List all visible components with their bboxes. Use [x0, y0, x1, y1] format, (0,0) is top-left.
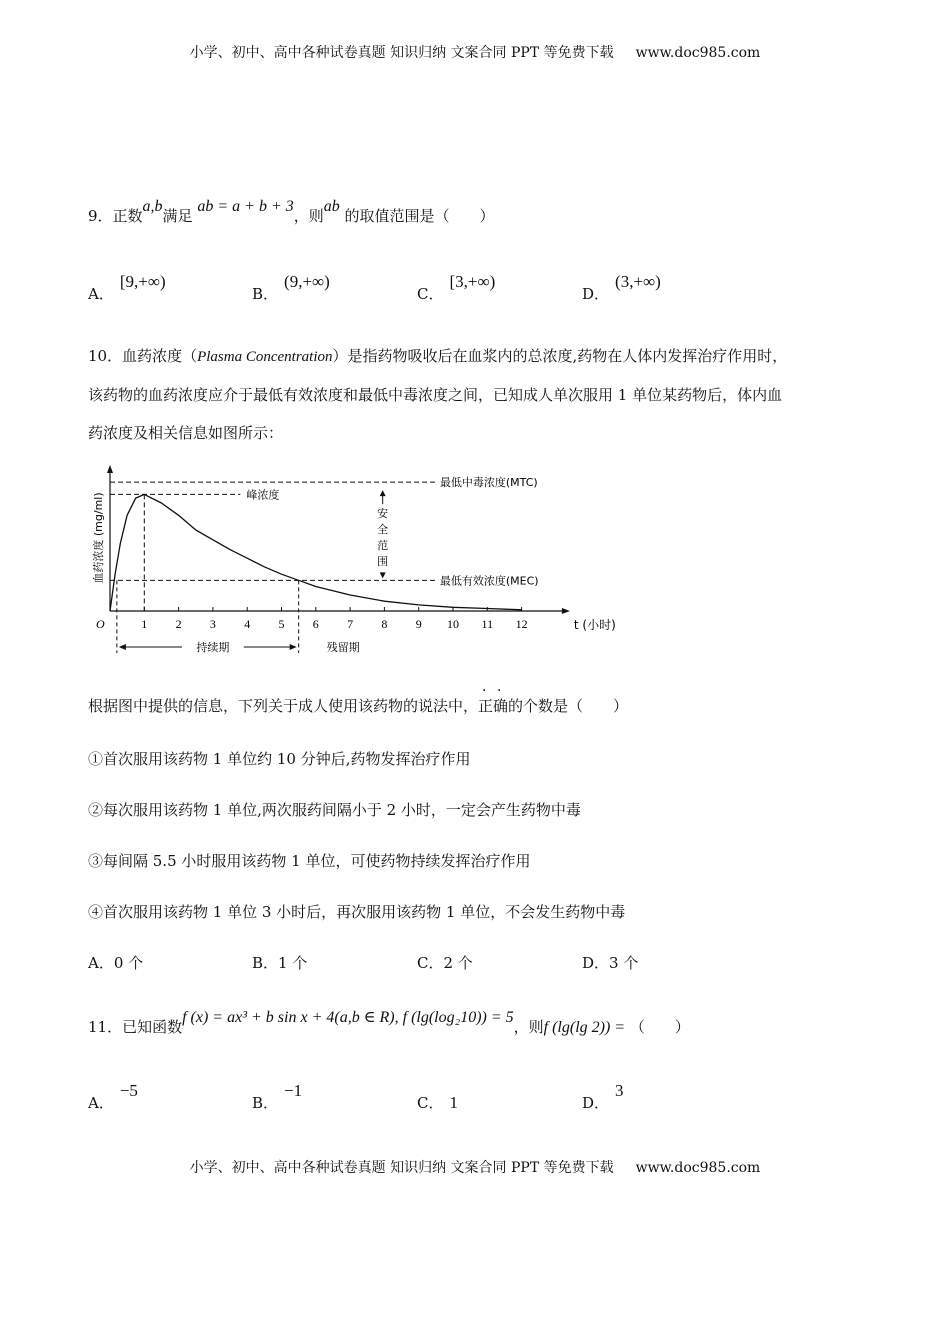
q10-option-b[interactable]: B．1 个: [252, 954, 308, 972]
x-tick-label: 1: [141, 617, 148, 631]
footer-site: www.doc985.com: [635, 1160, 761, 1176]
mtc-label: 最低中毒浓度(MTC): [439, 476, 538, 490]
question-11: [88, 1009, 690, 1037]
x-tick-label: 11: [481, 617, 494, 631]
option-value: (9,+∞): [284, 272, 330, 291]
option-label: C．: [417, 1094, 444, 1112]
x-tick-label: 12: [515, 617, 528, 631]
q9-number: 9．正数: [88, 207, 143, 225]
q11-option-b[interactable]: [252, 1081, 303, 1113]
q11-then: ，则: [513, 1018, 544, 1036]
safe-arrow-up-head: [380, 490, 386, 496]
q10-statement-3: ③每间隔 5.5 小时服用该药物 1 单位，可使药物持续发挥治疗作用: [88, 852, 531, 870]
q9-target: ab: [323, 198, 340, 215]
x-tick-label: 8: [381, 617, 388, 631]
y-axis-arrow: [107, 465, 113, 473]
q11-target: f (lg(lg 2)) =: [543, 1019, 626, 1036]
header-site: www.doc985.com: [635, 45, 761, 61]
q10-statement-2: ②每次服用该药物 1 单位,两次服药间隔小于 2 小时，一定会产生药物中毒: [88, 801, 581, 819]
q9-then: ，则: [293, 207, 324, 225]
q11-function: f (x) = ax³ + b sin x + 4(a,b ∈ R), f (lg(log₂10)) = 5: [182, 1009, 514, 1026]
q9-mid: 满足: [162, 207, 193, 225]
x-tick-label: 9: [415, 617, 422, 631]
safe-range-char: 范: [377, 539, 389, 553]
option-label: A．: [88, 285, 114, 303]
q10-option-d[interactable]: D．3 个: [582, 954, 639, 972]
option-value: −1: [284, 1081, 303, 1100]
q10-statement-1: ①首次服用该药物 1 单位约 10 分钟后,药物发挥治疗作用: [88, 750, 471, 768]
q10-line1-b: ）是指药物吸收后在血浆内的总浓度,药物在人体内发挥治疗作用时，: [332, 347, 788, 365]
duration-arrow-left-head: [119, 644, 126, 650]
x-tick-label: 4: [244, 617, 251, 631]
concentration-curve: [110, 494, 522, 611]
question-9: [88, 198, 495, 226]
y-axis-label: 血药浓度 (mg/ml): [92, 492, 105, 584]
q11-option-a[interactable]: [88, 1081, 138, 1113]
option-label: C．: [417, 285, 444, 303]
safe-arrow-down-head: [380, 572, 386, 578]
page-header: [0, 42, 950, 62]
q11-tail: （ ）: [629, 1018, 690, 1036]
q9-tail: 的取值范围是（ ）: [344, 207, 495, 225]
safe-range-char: 全: [377, 523, 389, 537]
q9-option-c[interactable]: [417, 272, 496, 304]
q10-line1-a: 10．血药浓度（: [88, 347, 198, 365]
q10-option-c[interactable]: C．2 个: [417, 954, 473, 972]
x-tick-label: 2: [175, 617, 182, 631]
q11-number: 11．已知函数: [88, 1018, 183, 1036]
safe-range-char: 安: [377, 507, 389, 521]
q10-question: [88, 695, 628, 716]
x-tick-label: 7: [347, 617, 354, 631]
option-value: 1: [449, 1093, 458, 1112]
header-text: 小学、初中、高中各种试卷真题 知识归纳 文案合同 PPT 等免费下载: [189, 45, 614, 61]
option-value: −5: [119, 1081, 138, 1100]
x-tick-label: 10: [447, 617, 459, 631]
q9-option-a[interactable]: [88, 272, 166, 304]
x-tick-label: 5: [278, 617, 285, 631]
q10-question-b: 的个数是（ ）: [508, 697, 629, 715]
q10-question-a: 根据图中提供的信息，下列关于成人使用该药物的说法中，: [88, 697, 479, 715]
q9-option-d[interactable]: [582, 272, 661, 304]
option-label: D．: [582, 285, 610, 303]
q10-line-3: 药浓度及相关信息如图所示：: [88, 424, 284, 442]
concentration-chart: [88, 463, 616, 659]
peak-label: 峰浓度: [246, 488, 280, 502]
residual-label: 残留期: [326, 641, 360, 654]
q10-line-2: 该药物的血药浓度应介于最低有效浓度和最低中毒浓度之间，已知成人单次服用 1 单位某药物后，体内血: [88, 386, 783, 404]
q9-vars: a,b: [142, 198, 163, 215]
option-label: B．: [252, 285, 279, 303]
q10-option-a[interactable]: A．0 个: [88, 954, 144, 972]
origin-label: O: [96, 617, 105, 631]
option-label: B．: [252, 1094, 279, 1112]
x-tick-label: 3: [209, 617, 216, 631]
option-label: A．: [88, 1094, 114, 1112]
emphasis-char: 正: [478, 697, 494, 715]
q10-latin: Plasma Concentration: [197, 349, 333, 365]
option-value: (3,+∞): [615, 272, 661, 291]
safe-range-char: 围: [377, 555, 389, 569]
duration-arrow-right-head: [290, 644, 297, 650]
q10-line-1: [88, 345, 787, 366]
q11-option-c[interactable]: [417, 1092, 458, 1113]
x-axis-label: t (小时): [573, 618, 616, 632]
q9-option-b[interactable]: [252, 272, 330, 304]
emphasis-char: 确: [493, 697, 509, 715]
page-footer: [0, 1157, 950, 1177]
x-tick-label: 6: [312, 617, 319, 631]
q11-option-d[interactable]: [582, 1081, 624, 1113]
duration-label: 持续期: [196, 641, 230, 654]
option-value: [9,+∞): [119, 272, 166, 291]
footer-text: 小学、初中、高中各种试卷真题 知识归纳 文案合同 PPT 等免费下载: [189, 1160, 614, 1176]
option-value: 3: [615, 1081, 624, 1100]
q10-statement-4: ④首次服用该药物 1 单位 3 小时后，再次服用该药物 1 单位，不会发生药物中毒: [88, 903, 626, 921]
x-axis-arrow: [562, 608, 570, 614]
option-label: D．: [582, 1094, 610, 1112]
q9-equation: ab = a + b + 3: [197, 198, 294, 215]
option-value: [3,+∞): [449, 272, 496, 291]
mec-label: 最低有效浓度(MEC): [439, 574, 539, 588]
